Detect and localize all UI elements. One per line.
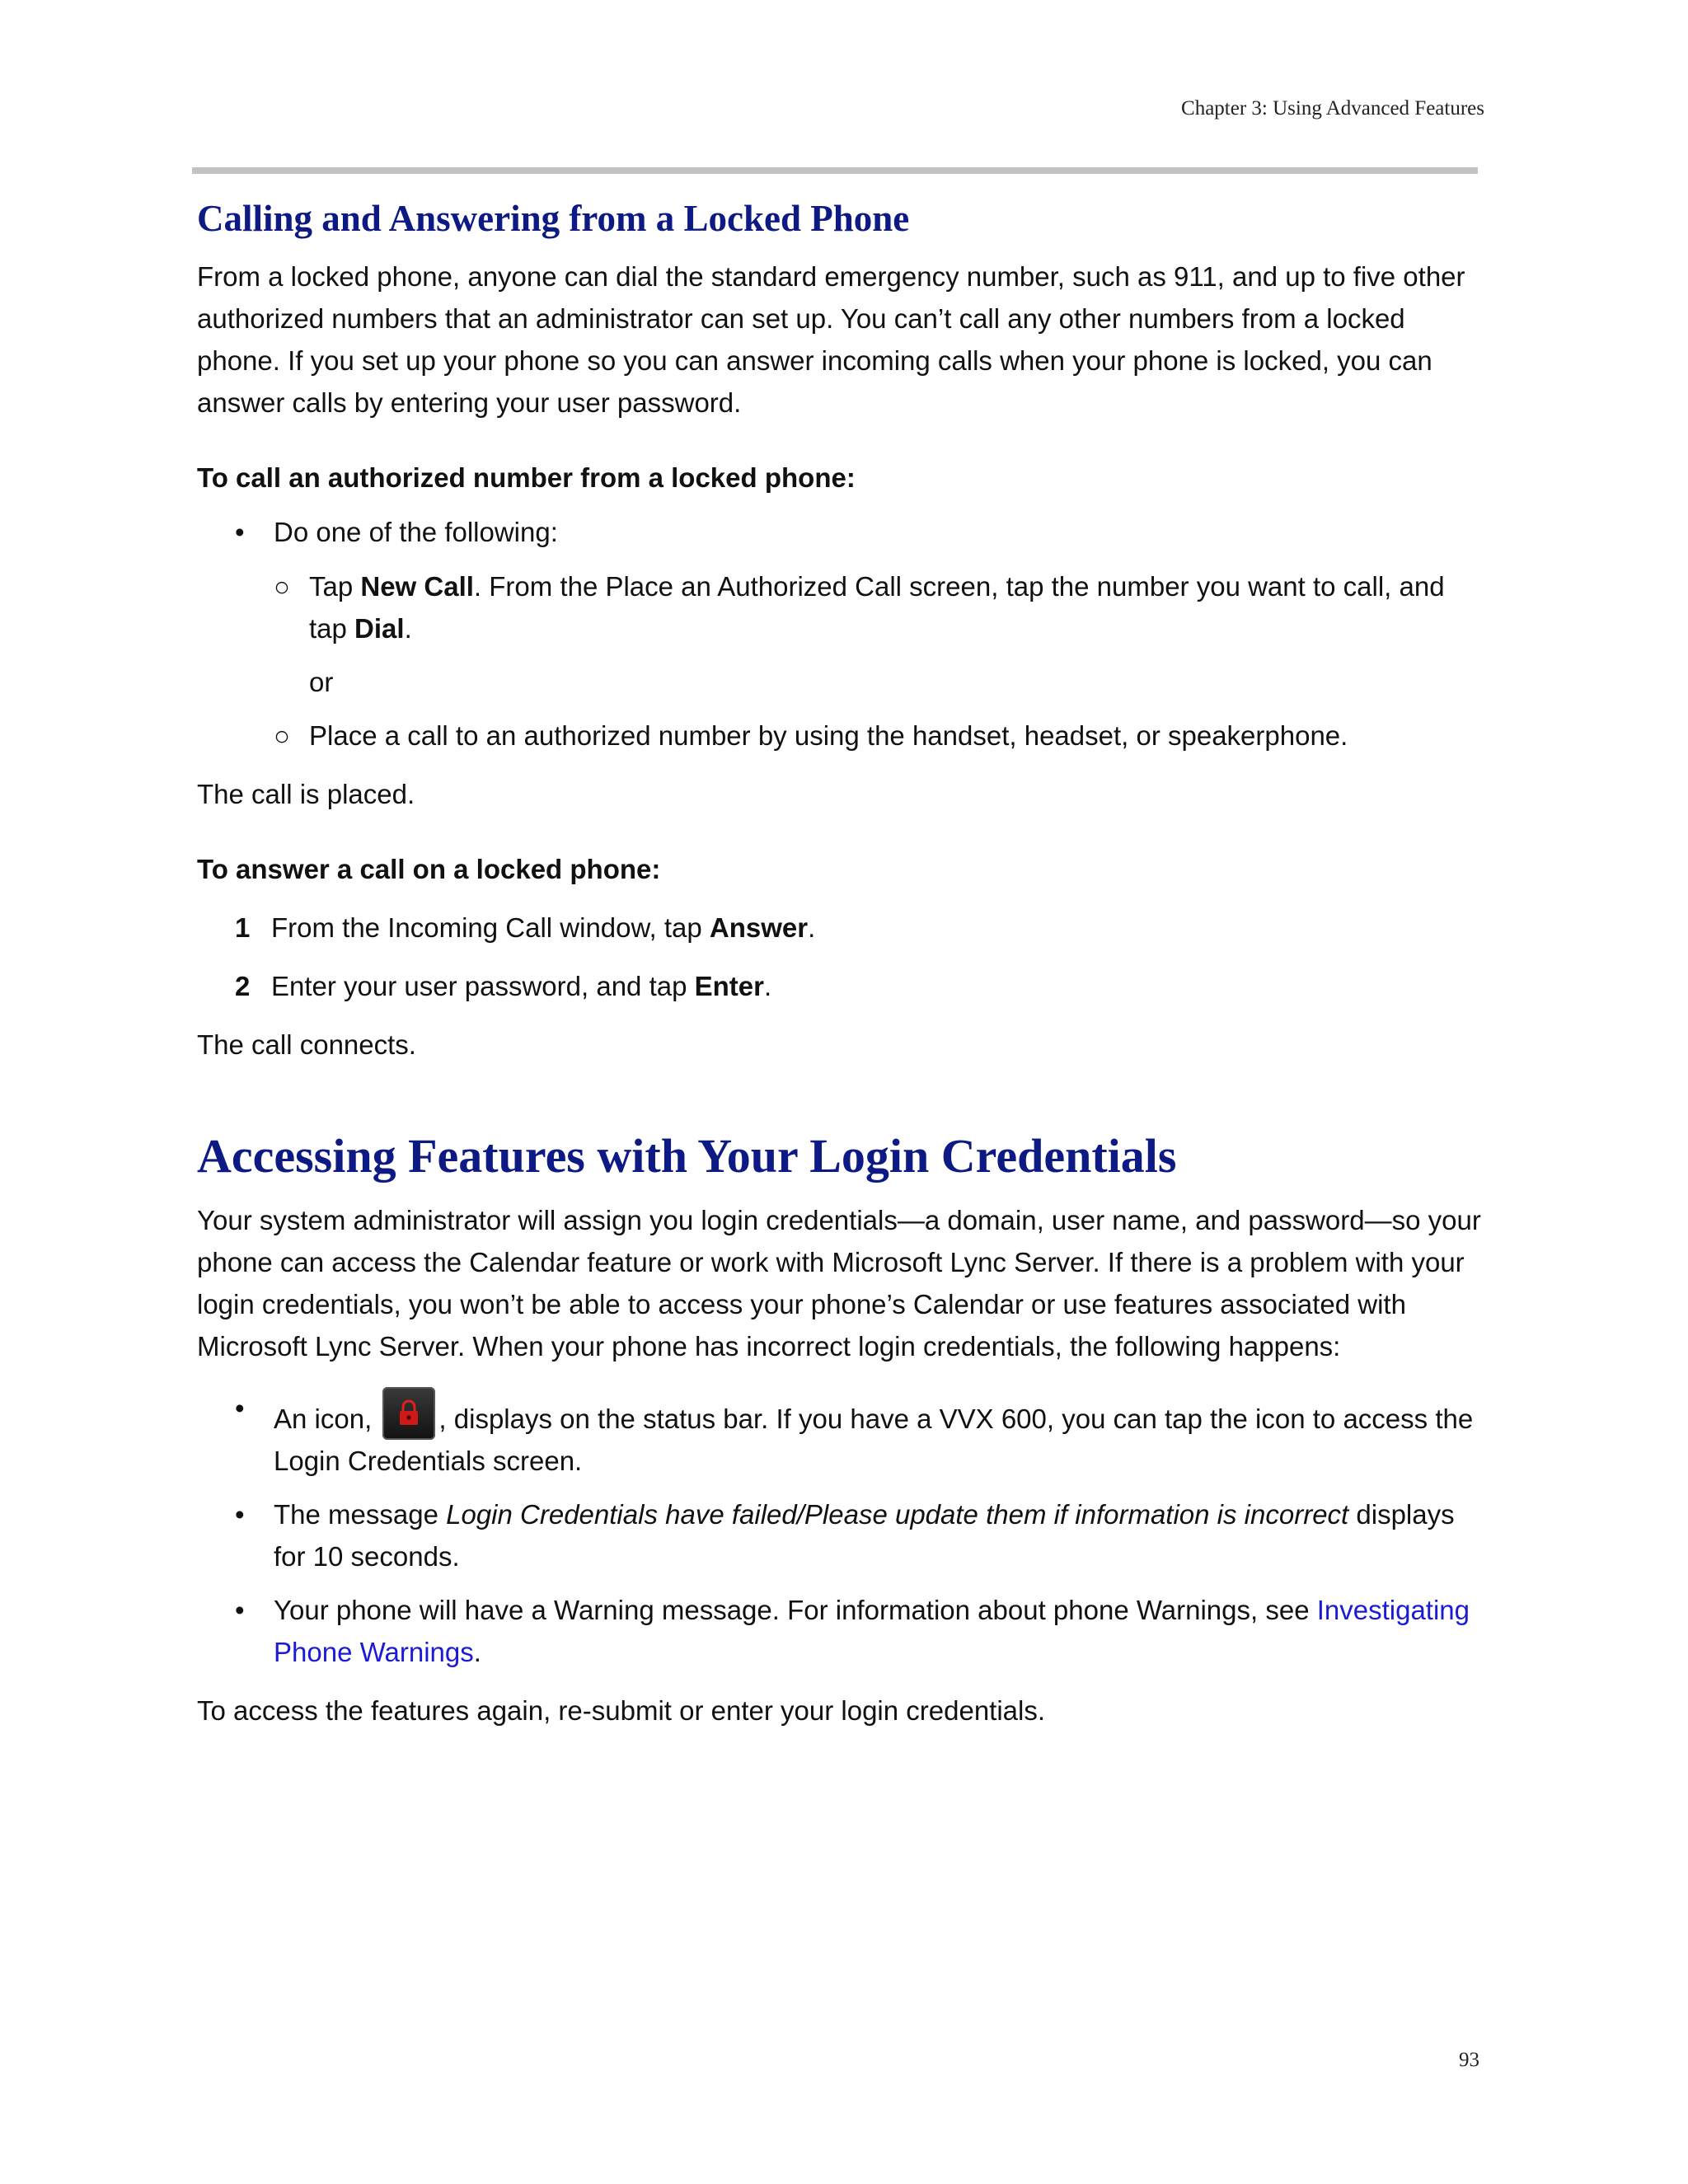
dial-label: Dial (354, 613, 405, 644)
intro-paragraph-credentials: Your system administrator will assign you login credentials—a domain, user name, and password—so your phone can access the Calendar feature or work with Microsoft Lync Server. If there is a problem with your login credentials, you won’t be able to access your phone’s Calendar or use features associated with Microsoft Lync Server. When your phone has incorrect login credentials, the following happens: (197, 1205, 1481, 1361)
circle-bullet-icon: ○ (274, 571, 290, 602)
answer-label: Answer (709, 912, 809, 943)
bullet-icon: • (235, 1499, 245, 1530)
bullet-text: Do one of the following: (274, 517, 558, 547)
list-item: • An icon, , displays on the status bar. If you have a VVX 600, you can tap the icon to access the Login Credentials screen. (197, 1387, 1483, 1482)
result-text-answer: The call connects. (197, 1029, 416, 1060)
intro-paragraph-locked: From a locked phone, anyone can dial the standard emergency number, such as 911, and up to five other authorized numbers that an administrator can set up. You can’t call any other numbers from a locked phone. If you set up your phone so you can answer incoming calls when your phone is locked, you can answer calls by entering your user password. (197, 261, 1465, 418)
option-text: Tap New Call. From the Place an Authorized Call screen, tap the number you want to call, and tap Dial. (309, 571, 1445, 644)
list-item (274, 715, 1483, 757)
new-call-label: New Call (360, 571, 474, 602)
answer-steps-list (197, 907, 1483, 1007)
investigating-warnings-link[interactable]: Investigating Phone Warnings (274, 1595, 1470, 1667)
step-number: 2 (235, 971, 251, 1001)
list-item (197, 511, 1483, 757)
page-content (197, 193, 1483, 1732)
sub-option-list (274, 565, 1483, 757)
list-item: 1 From the Incoming Call window, tap Answer. (197, 907, 1483, 949)
section-heading-locked-phone: Calling and Answering from a Locked Phone (197, 198, 910, 239)
procedure-title-call: To call an authorized number from a locked phone: (197, 462, 856, 493)
credential-effects-list (197, 1387, 1483, 1673)
failed-message-text: Login Credentials have failed/Please update them if information is incorrect (446, 1499, 1349, 1530)
section-heading-credentials: Accessing Features with Your Login Credentials (197, 1129, 1177, 1183)
list-item: • The message Login Credentials have failed/Please update them if information is incorrect displays for 10 seconds. (197, 1493, 1483, 1577)
list-item: • Your phone will have a Warning message. For information about phone Warnings, see Investigating Phone Warnings. (197, 1589, 1483, 1673)
step-number: 1 (235, 912, 251, 943)
enter-label: Enter (694, 971, 764, 1001)
or-text: or (309, 667, 334, 697)
running-header: Chapter 3: Using Advanced Features (1181, 97, 1484, 120)
bullet-icon: • (235, 1393, 245, 1423)
bullet-icon: • (235, 517, 245, 547)
page-number: 93 (1459, 2049, 1479, 2071)
call-options-list (197, 511, 1483, 757)
closing-paragraph: To access the features again, re-submit or enter your login credentials. (197, 1695, 1046, 1726)
bullet-icon: • (235, 1595, 245, 1625)
circle-bullet-icon: ○ (274, 720, 290, 751)
list-item: 2 Enter your user password, and tap Enter. (197, 965, 1483, 1007)
lock-icon (382, 1387, 435, 1440)
list-item (274, 565, 1483, 703)
result-text-call: The call is placed. (197, 779, 415, 809)
header-rule (192, 167, 1478, 174)
option-text: Place a call to an authorized number by using the handset, headset, or speakerphone. (309, 720, 1348, 751)
lock-glyph (397, 1399, 420, 1427)
procedure-title-answer: To answer a call on a locked phone: (197, 854, 661, 884)
